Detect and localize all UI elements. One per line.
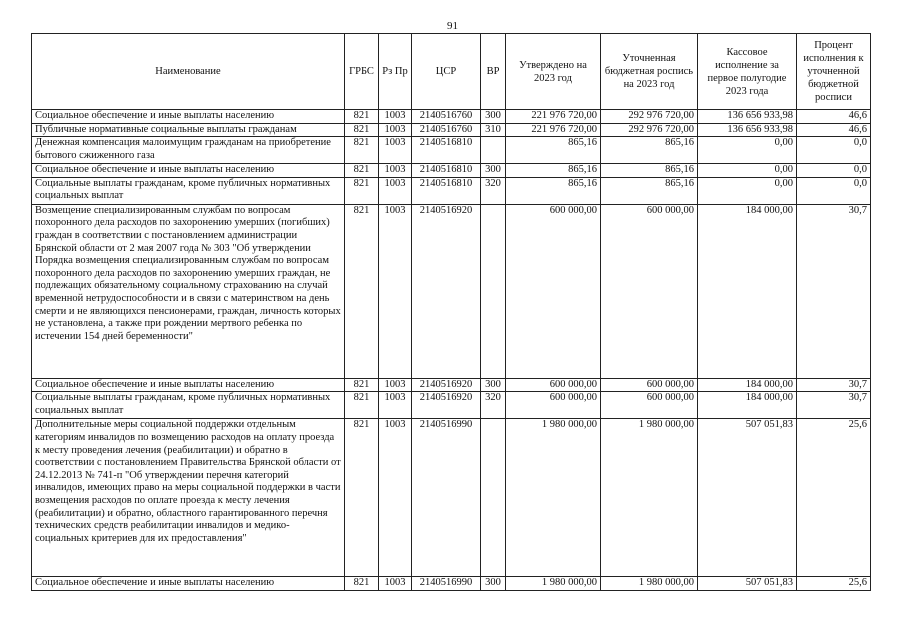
cell-cash: 184 000,00: [698, 392, 797, 419]
cell-percent: 46,6: [797, 110, 871, 124]
cell-rz-pr: 1003: [379, 392, 412, 419]
cell-grbs: 821: [345, 164, 379, 178]
cell-refined: 292 976 720,00: [601, 123, 698, 137]
cell-percent: 25,6: [797, 577, 871, 591]
cell-cash: 184 000,00: [698, 204, 797, 378]
cell-vr: [481, 419, 506, 577]
cell-cash: 136 656 933,98: [698, 110, 797, 124]
cell-cash: 0,00: [698, 137, 797, 164]
cell-rz-pr: 1003: [379, 164, 412, 178]
budget-table: [31, 33, 871, 591]
table-row: [32, 110, 871, 124]
cell-approved: 600 000,00: [506, 378, 601, 392]
cell-approved: 221 976 720,00: [506, 110, 601, 124]
table-row: [32, 137, 871, 164]
cell-approved: 600 000,00: [506, 392, 601, 419]
cell-percent: 30,7: [797, 378, 871, 392]
cell-csr: 2140516990: [412, 577, 481, 591]
cell-approved: 865,16: [506, 137, 601, 164]
table-row: [32, 123, 871, 137]
cell-percent: 0,0: [797, 177, 871, 204]
cell-refined: 600 000,00: [601, 204, 698, 378]
cell-name: Дополнительные меры социальной поддержки отдельным категориям инвалидов по возмещению расходов на оплату проезда к месту проведения лечения (реабилитации) и обратно в соответствии с постановлением Правительства Брянской области от 24.12.2013 № 741-п "Об утверждении перечня категорий инвалидов, имеющих право на меры социальной поддержки в части возмещения расходов по оплате проезда к месту лечения (реабилитации) и обратно, областного гарантированного перечня технических средств реабилитации инвалидов и медико-социальных критериев для их предоставления": [32, 419, 345, 577]
cell-cash: 507 051,83: [698, 419, 797, 577]
cell-refined: 1 980 000,00: [601, 419, 698, 577]
header-vr: ВР: [481, 34, 506, 110]
cell-grbs: 821: [345, 123, 379, 137]
header-csr: ЦСР: [412, 34, 481, 110]
cell-approved: 865,16: [506, 177, 601, 204]
table-row: [32, 177, 871, 204]
cell-rz-pr: 1003: [379, 123, 412, 137]
cell-grbs: 821: [345, 110, 379, 124]
cell-rz-pr: 1003: [379, 378, 412, 392]
cell-vr: 320: [481, 177, 506, 204]
cell-cash: 0,00: [698, 164, 797, 178]
cell-grbs: 821: [345, 392, 379, 419]
cell-refined: 1 980 000,00: [601, 577, 698, 591]
cell-name: Публичные нормативные социальные выплаты гражданам: [32, 123, 345, 137]
cell-rz-pr: 1003: [379, 110, 412, 124]
cell-name: Социальные выплаты гражданам, кроме публичных нормативных социальных выплат: [32, 177, 345, 204]
cell-cash: 184 000,00: [698, 378, 797, 392]
cell-approved: 221 976 720,00: [506, 123, 601, 137]
cell-refined: 600 000,00: [601, 392, 698, 419]
cell-grbs: 821: [345, 137, 379, 164]
header-cash: Кассовое исполнение за первое полугодие 2023 года: [698, 34, 797, 110]
cell-csr: 2140516990: [412, 419, 481, 577]
cell-name: Социальное обеспечение и иные выплаты населению: [32, 110, 345, 124]
cell-refined: 865,16: [601, 177, 698, 204]
cell-name: Социальное обеспечение и иные выплаты населению: [32, 378, 345, 392]
cell-name: Социальное обеспечение и иные выплаты населению: [32, 577, 345, 591]
cell-percent: 0,0: [797, 137, 871, 164]
cell-percent: 25,6: [797, 419, 871, 577]
cell-vr: 300: [481, 164, 506, 178]
table-row: [32, 164, 871, 178]
cell-refined: 292 976 720,00: [601, 110, 698, 124]
cell-rz-pr: 1003: [379, 419, 412, 577]
cell-csr: 2140516920: [412, 392, 481, 419]
cell-rz-pr: 1003: [379, 177, 412, 204]
table-header-row: [32, 34, 871, 110]
cell-rz-pr: 1003: [379, 204, 412, 378]
cell-csr: 2140516760: [412, 110, 481, 124]
cell-csr: 2140516810: [412, 164, 481, 178]
cell-grbs: 821: [345, 177, 379, 204]
cell-rz-pr: 1003: [379, 137, 412, 164]
cell-csr: 2140516920: [412, 378, 481, 392]
cell-percent: 0,0: [797, 164, 871, 178]
header-approved: Утверждено на 2023 год: [506, 34, 601, 110]
cell-approved: 1 980 000,00: [506, 419, 601, 577]
cell-name: Денежная компенсация малоимущим гражданам на приобретение бытового сжиженного газа: [32, 137, 345, 164]
cell-name: Социальное обеспечение и иные выплаты населению: [32, 164, 345, 178]
cell-percent: 30,7: [797, 392, 871, 419]
cell-vr: 300: [481, 110, 506, 124]
cell-vr: [481, 204, 506, 378]
table-row: [32, 577, 871, 591]
cell-cash: 0,00: [698, 177, 797, 204]
cell-grbs: 821: [345, 577, 379, 591]
header-percent: Процент исполнения к уточненной бюджетной росписи: [797, 34, 871, 110]
cell-approved: 1 980 000,00: [506, 577, 601, 591]
cell-vr: 320: [481, 392, 506, 419]
cell-refined: 600 000,00: [601, 378, 698, 392]
cell-csr: 2140516760: [412, 123, 481, 137]
cell-percent: 46,6: [797, 123, 871, 137]
table-row: [32, 204, 871, 378]
cell-name: Социальные выплаты гражданам, кроме публичных нормативных социальных выплат: [32, 392, 345, 419]
cell-refined: 865,16: [601, 137, 698, 164]
cell-vr: [481, 137, 506, 164]
header-name: Наименование: [32, 34, 345, 110]
cell-cash: 507 051,83: [698, 577, 797, 591]
table-row: [32, 378, 871, 392]
cell-cash: 136 656 933,98: [698, 123, 797, 137]
cell-percent: 30,7: [797, 204, 871, 378]
header-rz-pr: Рз Пр: [379, 34, 412, 110]
cell-name: Возмещение специализированным службам по вопросам похоронного дела расходов по захоронению умерших (погибших) граждан в соответствии с постановлением администрации Брянской области от 2 мая 2007 года № 303 "Об утверждении Порядка возмещения специализированным службам по вопросам похоронного дела расходов по захоронению умерших граждан, не подлежащих обязательному социальному страхованию на случай временной нетрудоспособности и в связи с материнством на день смерти и не являющихся пенсионерами, граждан, личность которых не установлена, а также при рождении мертвого ребенка по истечении 154 дней беременности": [32, 204, 345, 378]
cell-refined: 865,16: [601, 164, 698, 178]
table-row: [32, 392, 871, 419]
cell-grbs: 821: [345, 378, 379, 392]
cell-csr: 2140516920: [412, 204, 481, 378]
page-number: 91: [447, 20, 458, 32]
header-refined: Уточненная бюджетная роспись на 2023 год: [601, 34, 698, 110]
cell-vr: 300: [481, 577, 506, 591]
cell-vr: 300: [481, 378, 506, 392]
cell-grbs: 821: [345, 419, 379, 577]
table-row: [32, 419, 871, 577]
header-grbs: ГРБС: [345, 34, 379, 110]
cell-approved: 600 000,00: [506, 204, 601, 378]
cell-csr: 2140516810: [412, 177, 481, 204]
cell-vr: 310: [481, 123, 506, 137]
cell-approved: 865,16: [506, 164, 601, 178]
cell-grbs: 821: [345, 204, 379, 378]
cell-csr: 2140516810: [412, 137, 481, 164]
cell-rz-pr: 1003: [379, 577, 412, 591]
